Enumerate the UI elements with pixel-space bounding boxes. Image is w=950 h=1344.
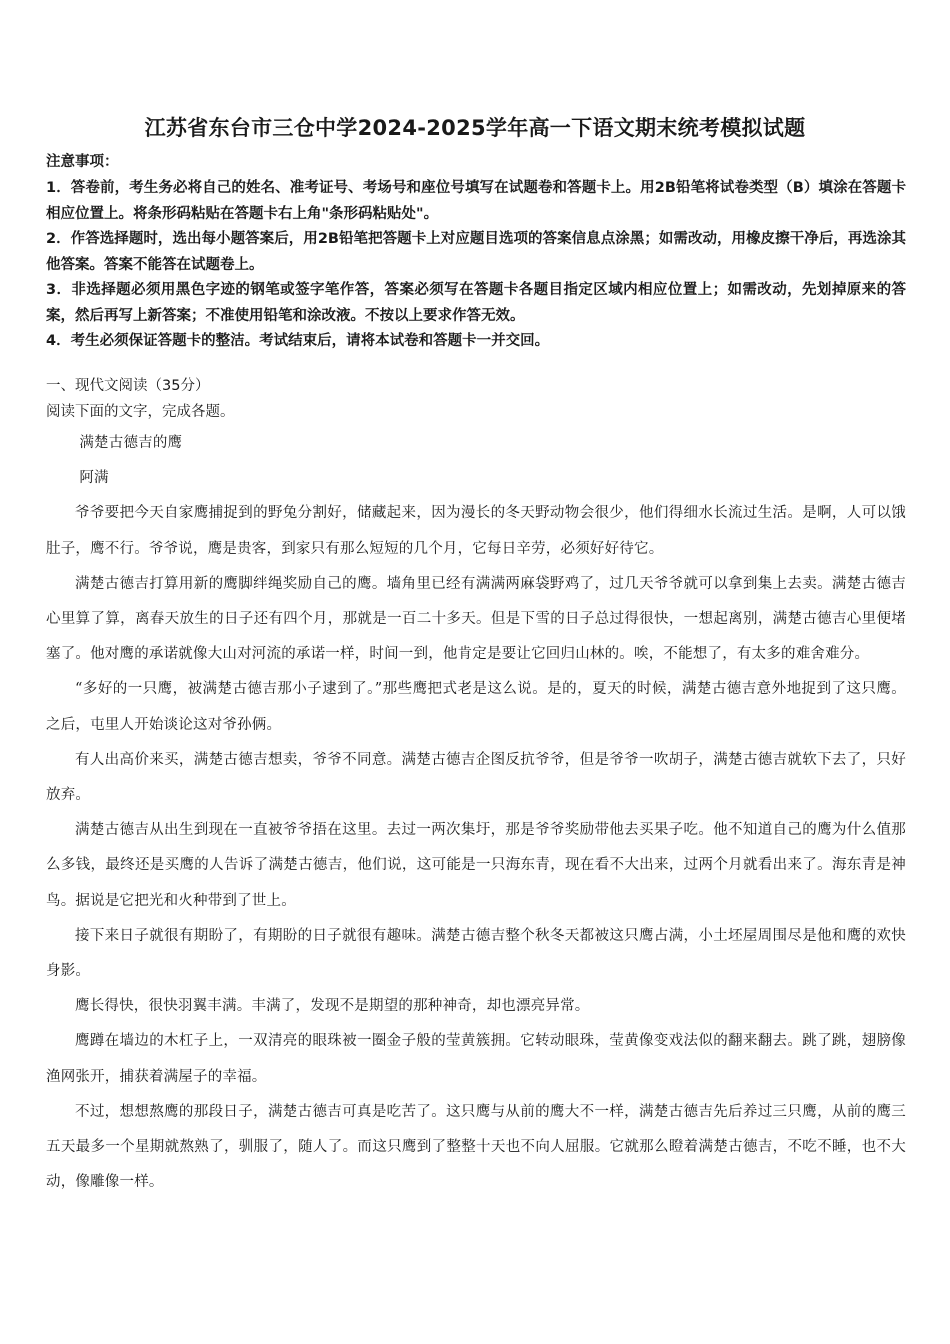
notice-item: 3．非选择题必须用黑色字迹的钢笔或签字笔作答，答案必须写在答题卡各题目指定区域内相应位置上；如需改动，先划掉原来的答案，然后再写上新答案；不准使用铅笔和涂改液。不按以上要求作答无效。 bbox=[46, 282, 906, 324]
article-author: 阿满 bbox=[79, 470, 109, 487]
article-paragraph: “多好的一只鹰，被满楚古德吉那小子逮到了。”那些鹰把式老是这么说。是的，夏天的时候，满楚古德吉意外地捉到了这只鹰。之后，屯里人开始谈论这对爷孙俩。 bbox=[46, 681, 906, 733]
notice-item: 1．答卷前，考生务必将自己的姓名、准考证号、考场号和座位号填写在试题卷和答题卡上。用2B铅笔将试卷类型（B）填涂在答题卡相应位置上。将条形码粘贴在答题卡右上角"条形码粘贴处"。 bbox=[46, 180, 906, 222]
article-paragraph: 爷爷要把今天自家鹰捕捉到的野兔分割好，储藏起来，因为漫长的冬天野动物会很少，他们得细水长流过生活。是啊，人可以饿肚子，鹰不行。爷爷说，鹰是贵客，到家只有那么短短的几个月，它每日辛劳，必须好好待它。 bbox=[46, 505, 906, 557]
notice-list bbox=[46, 176, 906, 355]
reading-instruction: 阅读下面的文字，完成各题。 bbox=[46, 404, 235, 420]
notice-item: 2．作答选择题时，选出每小题答案后，用2B铅笔把答题卡上对应题目选项的答案信息点涂黑；如需改动，用橡皮擦干净后，再选涂其他答案。答案不能答在试题卷上。 bbox=[46, 231, 906, 273]
article-title: 满楚古德吉的鹰 bbox=[79, 435, 183, 451]
article-paragraph: 不过，想想熬鹰的那段日子，满楚古德吉可真是吃苦了。这只鹰与从前的鹰大不一样，满楚古德吉先后养过三只鹰，从前的鹰三五天最多一个星期就熬熟了，驯服了，随人了。而这只鹰到了整整十天也不向人屈服。它就那么瞪着满楚古德吉，不吃不睡，也不大动，像雕像一样。 bbox=[46, 1103, 906, 1191]
article-paragraph: 满楚古德吉从出生到现在一直被爷爷捂在这里。去过一两次集圩，那是爷爷奖励带他去买果子吃。他不知道自己的鹰为什么值那么多钱，最终还是买鹰的人告诉了满楚古德吉，他们说，这可能是一只海东青，现在看不大出来，过两个月就看出来了。海东青是神鸟。据说是它把光和火种带到了世上。 bbox=[46, 822, 906, 909]
article-paragraph: 接下来日子就很有期盼了，有期盼的日子就很有趣味。满楚古德吉整个秋冬天都被这只鹰占满，小土坯屋周围尽是他和鹰的欢快身影。 bbox=[46, 927, 906, 980]
section-heading: 一、现代文阅读（35分） bbox=[46, 378, 210, 394]
article-paragraph: 满楚古德吉打算用新的鹰脚绊绳奖励自己的鹰。墙角里已经有满满两麻袋野鸡了，过几天爷爷就可以拿到集上去卖。满楚古德吉心里算了算，离春天放生的日子还有四个月，那就是一百二十多天。但是下雪的日子总过得很快，一想起离别，满楚古德吉心里便堵塞了。他对鹰的承诺就像大山对河流的承诺一样，时间一到，他肯定是要让它回归山林的。唉，不能想了，有太多的难舍难分。 bbox=[46, 575, 906, 663]
page-title: 江苏省东台市三仓中学2024-2025学年高一下语文期末统考模拟试题 bbox=[144, 116, 806, 140]
article-paragraph: 有人出高价来买，满楚古德吉想卖，爷爷不同意。满楚古德吉企图反抗爷爷，但是爷爷一吹胡子，满楚古德吉就软下去了，只好放弃。 bbox=[46, 751, 906, 804]
article bbox=[46, 426, 906, 1200]
article-paragraph: 鹰长得快，很快羽翼丰满。丰满了，发现不是期望的那种神奇，却也漂亮异常。 bbox=[75, 998, 590, 1015]
article-paragraph: 鹰蹲在墙边的木杠子上，一双清亮的眼珠被一圈金子般的莹黄簇拥。它转动眼珠，莹黄像变戏法似的翻来翻去。跳了跳，翅膀像渔网张开，捕获着满屋子的幸福。 bbox=[46, 1033, 906, 1085]
notice-item: 4．考生必须保证答题卡的整洁。考试结束后，请将本试卷和答题卡一并交回。 bbox=[46, 333, 550, 349]
notice-heading: 注意事项： bbox=[46, 154, 119, 170]
